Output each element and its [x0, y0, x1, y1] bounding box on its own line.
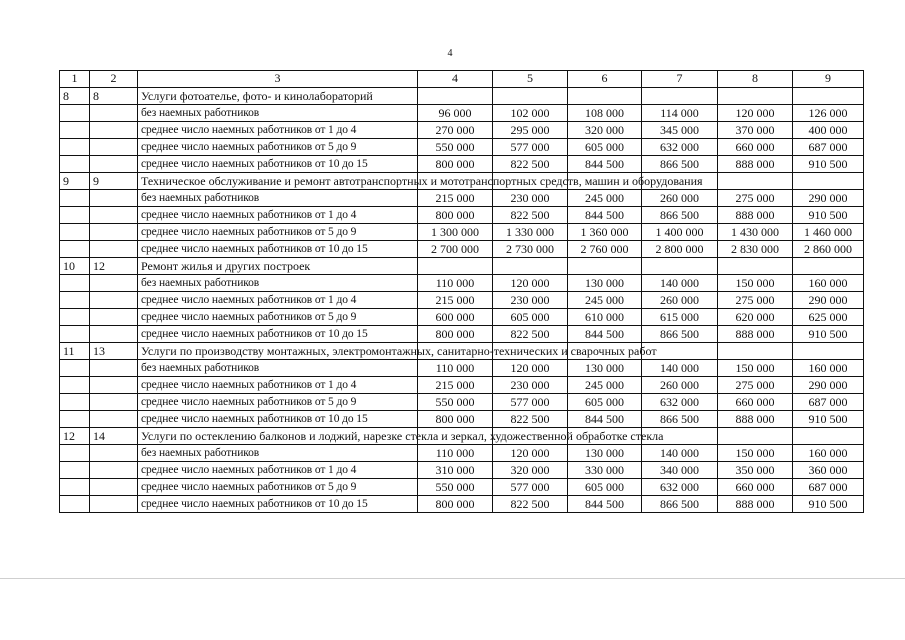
value-cell: 2 860 000 [793, 241, 864, 258]
empty-cell [90, 139, 138, 156]
value-cell: 610 000 [568, 309, 642, 326]
value-cell: 230 000 [493, 377, 568, 394]
value-cell: 345 000 [642, 122, 718, 139]
category-title: Ремонт жилья и других построек [138, 258, 418, 275]
header-col-6: 6 [568, 71, 642, 88]
workforce-label: среднее число наемных работников от 1 до 4 [138, 122, 418, 139]
table-row [60, 292, 864, 309]
category-row [60, 173, 864, 190]
value-cell: 888 000 [718, 156, 793, 173]
empty-cell [60, 224, 90, 241]
empty-cell [90, 496, 138, 513]
empty-cell [60, 190, 90, 207]
value-cell: 245 000 [568, 292, 642, 309]
value-cell: 888 000 [718, 207, 793, 224]
value-cell: 550 000 [418, 139, 493, 156]
workforce-label: без наемных работников [138, 275, 418, 292]
value-cell: 320 000 [493, 462, 568, 479]
workforce-label: среднее число наемных работников от 5 до 9 [138, 139, 418, 156]
value-cell: 130 000 [568, 275, 642, 292]
empty-cell [90, 292, 138, 309]
table-row [60, 445, 864, 462]
value-cell: 295 000 [493, 122, 568, 139]
value-cell: 275 000 [718, 292, 793, 309]
empty-cell [718, 258, 793, 275]
empty-cell [90, 360, 138, 377]
header-col-1: 1 [60, 71, 90, 88]
value-cell: 550 000 [418, 394, 493, 411]
value-cell: 800 000 [418, 326, 493, 343]
value-cell: 160 000 [793, 445, 864, 462]
value-cell: 114 000 [642, 105, 718, 122]
empty-cell [90, 275, 138, 292]
value-cell: 910 500 [793, 326, 864, 343]
value-cell: 577 000 [493, 139, 568, 156]
header-col-2: 2 [90, 71, 138, 88]
empty-cell [60, 411, 90, 428]
value-cell: 160 000 [793, 275, 864, 292]
empty-cell [90, 411, 138, 428]
empty-cell [90, 122, 138, 139]
value-cell: 866 500 [642, 326, 718, 343]
table-row [60, 105, 864, 122]
value-cell: 844 500 [568, 496, 642, 513]
value-cell: 215 000 [418, 190, 493, 207]
value-cell: 660 000 [718, 479, 793, 496]
value-cell: 605 000 [568, 479, 642, 496]
value-cell: 605 000 [568, 139, 642, 156]
value-cell: 687 000 [793, 139, 864, 156]
empty-cell [90, 190, 138, 207]
empty-cell [418, 88, 493, 105]
empty-cell [90, 377, 138, 394]
value-cell: 620 000 [718, 309, 793, 326]
empty-cell [718, 88, 793, 105]
value-cell: 600 000 [418, 309, 493, 326]
value-cell: 844 500 [568, 411, 642, 428]
table-row [60, 190, 864, 207]
workforce-label: среднее число наемных работников от 1 до 4 [138, 292, 418, 309]
value-cell: 120 000 [493, 360, 568, 377]
empty-cell [60, 241, 90, 258]
empty-cell [568, 258, 642, 275]
workforce-label: среднее число наемных работников от 1 до 4 [138, 377, 418, 394]
empty-cell [718, 428, 793, 445]
value-cell: 822 500 [493, 496, 568, 513]
empty-cell [60, 105, 90, 122]
page-number: 4 [447, 48, 453, 59]
value-cell: 866 500 [642, 411, 718, 428]
header-col-4: 4 [418, 71, 493, 88]
empty-cell [718, 173, 793, 190]
workforce-label: среднее число наемных работников от 1 до 4 [138, 462, 418, 479]
value-cell: 800 000 [418, 411, 493, 428]
value-cell: 230 000 [493, 292, 568, 309]
row-number: 8 [60, 88, 90, 105]
value-cell: 822 500 [493, 326, 568, 343]
value-cell: 370 000 [718, 122, 793, 139]
header-row [60, 71, 864, 88]
empty-cell [60, 360, 90, 377]
value-cell: 866 500 [642, 496, 718, 513]
category-title: Услуги по производству монтажных, электромонтажных, санитарно-технических и сварочных работ [138, 343, 418, 360]
value-cell: 275 000 [718, 190, 793, 207]
empty-cell [60, 275, 90, 292]
table-row [60, 122, 864, 139]
value-cell: 120 000 [493, 275, 568, 292]
category-title: Услуги по остеклению балконов и лоджий, нарезке стекла и зеркал, художественной обработке стекла [138, 428, 418, 445]
empty-cell [90, 156, 138, 173]
table-row [60, 224, 864, 241]
empty-cell [90, 309, 138, 326]
value-cell: 260 000 [642, 190, 718, 207]
row-number: 11 [60, 343, 90, 360]
value-cell: 130 000 [568, 445, 642, 462]
header-col-9: 9 [793, 71, 864, 88]
table-row [60, 139, 864, 156]
value-cell: 290 000 [793, 292, 864, 309]
table-row [60, 326, 864, 343]
header-col-5: 5 [493, 71, 568, 88]
value-cell: 888 000 [718, 411, 793, 428]
empty-cell [418, 258, 493, 275]
value-cell: 110 000 [418, 360, 493, 377]
empty-cell [493, 258, 568, 275]
value-cell: 126 000 [793, 105, 864, 122]
empty-cell [60, 207, 90, 224]
value-cell: 270 000 [418, 122, 493, 139]
value-cell: 2 730 000 [493, 241, 568, 258]
value-cell: 800 000 [418, 496, 493, 513]
empty-cell [793, 173, 864, 190]
category-row [60, 258, 864, 275]
empty-cell [718, 343, 793, 360]
table-row [60, 207, 864, 224]
workforce-label: без наемных работников [138, 360, 418, 377]
value-cell: 150 000 [718, 360, 793, 377]
value-cell: 2 800 000 [642, 241, 718, 258]
value-cell: 615 000 [642, 309, 718, 326]
empty-cell [60, 122, 90, 139]
empty-cell [90, 224, 138, 241]
category-title: Услуги фотоателье, фото- и кинолабораторий [138, 88, 418, 105]
value-cell: 96 000 [418, 105, 493, 122]
value-cell: 866 500 [642, 156, 718, 173]
value-cell: 245 000 [568, 190, 642, 207]
empty-cell [60, 156, 90, 173]
activity-code: 12 [90, 258, 138, 275]
value-cell: 110 000 [418, 275, 493, 292]
table-row [60, 360, 864, 377]
empty-cell [493, 88, 568, 105]
value-cell: 140 000 [642, 275, 718, 292]
value-cell: 120 000 [493, 445, 568, 462]
row-number: 9 [60, 173, 90, 190]
value-cell: 910 500 [793, 207, 864, 224]
value-cell: 577 000 [493, 479, 568, 496]
value-cell: 290 000 [793, 190, 864, 207]
value-cell: 844 500 [568, 207, 642, 224]
workforce-label: среднее число наемных работников от 10 до 15 [138, 411, 418, 428]
value-cell: 275 000 [718, 377, 793, 394]
activity-code: 9 [90, 173, 138, 190]
row-number: 12 [60, 428, 90, 445]
value-cell: 1 400 000 [642, 224, 718, 241]
table-row [60, 411, 864, 428]
empty-cell [642, 258, 718, 275]
value-cell: 2 700 000 [418, 241, 493, 258]
empty-cell [60, 292, 90, 309]
empty-cell [793, 88, 864, 105]
workforce-label: среднее число наемных работников от 10 до 15 [138, 156, 418, 173]
value-cell: 290 000 [793, 377, 864, 394]
empty-cell [90, 394, 138, 411]
value-cell: 866 500 [642, 207, 718, 224]
empty-cell [90, 462, 138, 479]
value-cell: 1 430 000 [718, 224, 793, 241]
workforce-label: среднее число наемных работников от 10 до 15 [138, 496, 418, 513]
activity-code: 8 [90, 88, 138, 105]
value-cell: 310 000 [418, 462, 493, 479]
value-cell: 632 000 [642, 394, 718, 411]
value-cell: 605 000 [568, 394, 642, 411]
category-row [60, 88, 864, 105]
scan-artifact-line [0, 578, 905, 579]
value-cell: 550 000 [418, 479, 493, 496]
empty-cell [642, 88, 718, 105]
row-number: 10 [60, 258, 90, 275]
tariff-table [59, 70, 864, 513]
value-cell: 632 000 [642, 139, 718, 156]
value-cell: 822 500 [493, 156, 568, 173]
empty-cell [90, 445, 138, 462]
value-cell: 800 000 [418, 207, 493, 224]
empty-cell [60, 139, 90, 156]
activity-code: 14 [90, 428, 138, 445]
workforce-label: среднее число наемных работников от 5 до 9 [138, 309, 418, 326]
value-cell: 1 460 000 [793, 224, 864, 241]
value-cell: 888 000 [718, 326, 793, 343]
value-cell: 400 000 [793, 122, 864, 139]
value-cell: 625 000 [793, 309, 864, 326]
empty-cell [60, 496, 90, 513]
value-cell: 910 500 [793, 411, 864, 428]
workforce-label: без наемных работников [138, 105, 418, 122]
value-cell: 215 000 [418, 377, 493, 394]
value-cell: 215 000 [418, 292, 493, 309]
value-cell: 140 000 [642, 445, 718, 462]
value-cell: 108 000 [568, 105, 642, 122]
value-cell: 844 500 [568, 326, 642, 343]
empty-cell [793, 343, 864, 360]
empty-cell [90, 241, 138, 258]
value-cell: 340 000 [642, 462, 718, 479]
value-cell: 910 500 [793, 496, 864, 513]
empty-cell [60, 309, 90, 326]
value-cell: 260 000 [642, 377, 718, 394]
workforce-label: среднее число наемных работников от 5 до 9 [138, 479, 418, 496]
value-cell: 687 000 [793, 394, 864, 411]
empty-cell [90, 326, 138, 343]
value-cell: 660 000 [718, 394, 793, 411]
value-cell: 660 000 [718, 139, 793, 156]
empty-cell [90, 479, 138, 496]
workforce-label: среднее число наемных работников от 10 до 15 [138, 241, 418, 258]
workforce-label: среднее число наемных работников от 1 до 4 [138, 207, 418, 224]
category-row [60, 428, 864, 445]
value-cell: 350 000 [718, 462, 793, 479]
empty-cell [568, 88, 642, 105]
workforce-label: среднее число наемных работников от 5 до 9 [138, 394, 418, 411]
empty-cell [60, 394, 90, 411]
value-cell: 260 000 [642, 292, 718, 309]
value-cell: 150 000 [718, 275, 793, 292]
value-cell: 150 000 [718, 445, 793, 462]
empty-cell [60, 462, 90, 479]
empty-cell [793, 428, 864, 445]
value-cell: 360 000 [793, 462, 864, 479]
value-cell: 2 830 000 [718, 241, 793, 258]
table-row [60, 377, 864, 394]
empty-cell [90, 207, 138, 224]
value-cell: 910 500 [793, 156, 864, 173]
table-row [60, 309, 864, 326]
value-cell: 1 330 000 [493, 224, 568, 241]
value-cell: 687 000 [793, 479, 864, 496]
value-cell: 844 500 [568, 156, 642, 173]
activity-code: 13 [90, 343, 138, 360]
value-cell: 888 000 [718, 496, 793, 513]
value-cell: 160 000 [793, 360, 864, 377]
value-cell: 102 000 [493, 105, 568, 122]
value-cell: 230 000 [493, 190, 568, 207]
header-col-8: 8 [718, 71, 793, 88]
value-cell: 1 300 000 [418, 224, 493, 241]
empty-cell [90, 105, 138, 122]
value-cell: 822 500 [493, 411, 568, 428]
workforce-label: без наемных работников [138, 190, 418, 207]
value-cell: 330 000 [568, 462, 642, 479]
value-cell: 1 360 000 [568, 224, 642, 241]
value-cell: 130 000 [568, 360, 642, 377]
value-cell: 110 000 [418, 445, 493, 462]
table-row [60, 496, 864, 513]
value-cell: 632 000 [642, 479, 718, 496]
table-row [60, 275, 864, 292]
empty-cell [793, 258, 864, 275]
category-row [60, 343, 864, 360]
value-cell: 605 000 [493, 309, 568, 326]
table-row [60, 156, 864, 173]
value-cell: 245 000 [568, 377, 642, 394]
table-row [60, 394, 864, 411]
table-row [60, 241, 864, 258]
value-cell: 822 500 [493, 207, 568, 224]
header-col-7: 7 [642, 71, 718, 88]
workforce-label: без наемных работников [138, 445, 418, 462]
value-cell: 577 000 [493, 394, 568, 411]
header-col-3: 3 [138, 71, 418, 88]
workforce-label: среднее число наемных работников от 5 до 9 [138, 224, 418, 241]
table-row [60, 462, 864, 479]
empty-cell [60, 377, 90, 394]
value-cell: 800 000 [418, 156, 493, 173]
empty-cell [60, 445, 90, 462]
workforce-label: среднее число наемных работников от 10 до 15 [138, 326, 418, 343]
value-cell: 120 000 [718, 105, 793, 122]
empty-cell [60, 326, 90, 343]
value-cell: 140 000 [642, 360, 718, 377]
empty-cell [60, 479, 90, 496]
value-cell: 2 760 000 [568, 241, 642, 258]
value-cell: 320 000 [568, 122, 642, 139]
table-row [60, 479, 864, 496]
category-title: Техническое обслуживание и ремонт автотранспортных и мототранспортных средств, машин и оборудования [138, 173, 418, 190]
